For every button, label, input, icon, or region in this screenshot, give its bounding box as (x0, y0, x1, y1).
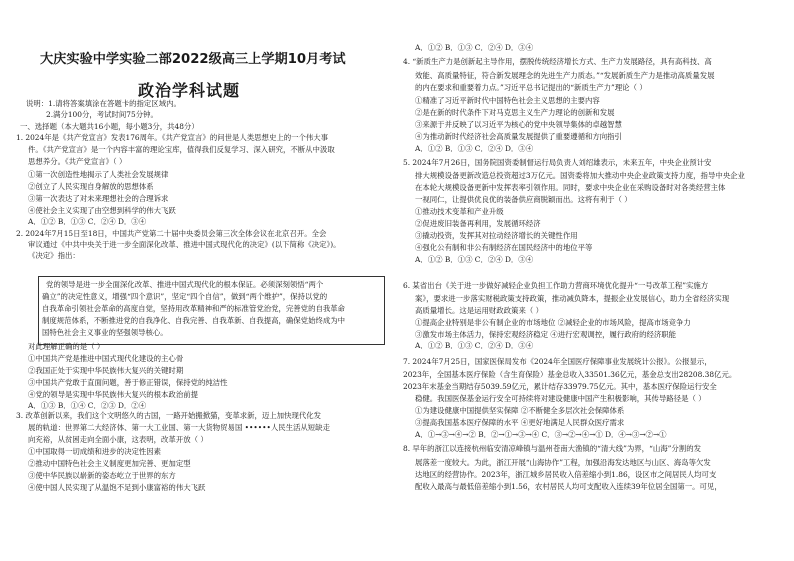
text-line: A．①② B．①③ C．②④ D．③④ (415, 43, 534, 52)
text-line: 稳健。我国医保基金运行安全可持续将对建设健康中国产生积极影响，其传导路径是（ ） (415, 394, 706, 403)
text-line: 6. 某省出台《关于进一步做好减轻企业负担工作助力营商环境优化提升“一号改革工程”实施方 (403, 281, 709, 290)
text-line: 排大规模设备更新改造总投资超过3万亿元。国资委将加大推动中央企业政策支持力度，指导中央企业 (415, 171, 745, 180)
text-line: 党的领导是进一步全面深化改革、推进中国式现代化的根本保证。必须深刻领悟“两个 (46, 280, 324, 289)
text-line: ④使社会主义实现了由空想到科学的伟大飞跃 (28, 206, 176, 215)
section-heading: 一、选择题（本大题共16小题，每小题3分，共48分） (20, 122, 199, 131)
text-line: 配收入最高与最低倍差缩小到1.56，农村居民人均可支配收入连续39年位居全国第一。可见， (415, 482, 722, 491)
text-line: 一视同仁，让提供优良优的装备供应商脱颖而出。这将有利于（ ） (415, 195, 632, 204)
text-line: 《决定》指出： (28, 251, 80, 260)
text-line: ③来源于并反映了以习近平为核心的党中央领导集体的卓越智慧 (415, 120, 622, 129)
note-line: 2.满分100分，考试时间75分钟。 (46, 110, 158, 119)
text-line: ①中国共产党是推进中国式现代化建设的主心骨 (28, 354, 184, 363)
text-line: 2. 2024年7月15日至18日，中国共产党第二十届中央委员会第三次全体会议在北京召开。全会 (16, 229, 327, 238)
text-line: 对此理解正确的是（ ） (28, 342, 105, 351)
text-line: 2023年，全国基本医疗保险（含生育保险）基金总收入33501.36亿元，基金总支出28208.38亿元。 (403, 370, 737, 379)
text-line: ③第一次表达了对未来理想社会的合理诉求 (28, 194, 169, 203)
text-line: ③撬动投资，发挥其对拉动经济增长的关键性作用 (415, 231, 578, 240)
text-line: A．①③ B．①④ C．②③ D．②④ (28, 401, 147, 410)
text-line: ①中国取得一切成绩和进步的决定性因素 (28, 447, 162, 456)
decision-quote-box (38, 276, 385, 345)
text-line: ②我国正处于实现中华民族伟大复兴的关键时期 (28, 366, 184, 375)
text-line: 在本轮大规模设备更新中发挥表率引领作用。同时，要求中央企业在采购设备时对各类经营主体 (415, 183, 726, 192)
text-line: ②推动中国特色社会主义制度更加完善、更加定型 (28, 459, 191, 468)
text-line: 高质量增长。这是运用财政政策来（ ） (415, 306, 543, 315)
text-line: ①为建设健康中国提供坚实保障 ②不断健全多层次社会保障体系 (415, 406, 625, 415)
text-line: A．①→③→④→② B．②→①→③→④ C．③→②→④→① D．④→③→②→① (415, 430, 667, 439)
subject-title: 政治学科试题 (138, 81, 241, 100)
text-line: A．①② B．①③ C．②④ D．③④ (415, 144, 534, 153)
text-line: 确立”的决定性意义，增强“四个意识”，坚定“四个自信”，做到“两个维护”，保持以党的 (42, 292, 328, 301)
text-line: 8. 早年的浙江以连接杭州临安清凉峰镇与温州苍南大渔镇的“清大线”为界，“山海”分割的发 (403, 444, 701, 453)
text-line: 自我革命引领社会革命的高度自觉，坚持用改革精神和严的标准管党治党，完善党的自我革命 (42, 304, 346, 313)
text-line: 达地区的经营协作。2023年，浙江城乡居民收入倍差缩小到1.86，设区市之间居民人均可支 (415, 470, 717, 479)
text-line: ③中国共产党敢于直面问题，善于修正错误，保持党的纯洁性 (28, 378, 228, 387)
text-line: 件。《共产党宣言》是一个内容丰富的理论宝库，值得我们反复学习、深入研究，不断从中汲取 (28, 145, 335, 154)
text-line: ③提高我国基本医疗保障的水平 ④更好地满足人民群众医疗需求 (415, 418, 625, 427)
text-line: ④强化公有制和非公有制经济在国民经济中的地位平等 (415, 243, 593, 252)
text-line: ①第一次创造性地揭示了人类社会发展规律 (28, 170, 169, 179)
text-line: ①精准了习近平新时代中国特色社会主义思想的主要内容 (415, 96, 600, 105)
text-line: ④党的领导是实现中华民族伟大复兴的根本政治前提 (28, 390, 198, 399)
note-line: 说明：1.请将答案填涂在答题卡的指定区域内。 (26, 99, 181, 108)
text-line: A．①② B．①③ C．②④ D．③④ (415, 341, 534, 350)
text-line: ①提高企业特别是非公有制企业的市场地位 ②减轻企业的市场风险，提高市场竞争力 (415, 318, 691, 327)
text-line: 1. 2024年是《共产党宣言》发表176周年。《共产党宣言》的问世是人类思想史上的一个伟大事 (16, 133, 329, 142)
text-line: 展的轨道：世界第二大经济体、第一大工业国、第一大货物贸易国 ••••••人民生活从短缺走 (28, 423, 330, 432)
text-line: A．①② B．①③ C．②④ D．③④ (28, 217, 147, 226)
text-line: ②创立了人民实现自身解放的思想体系 (28, 182, 154, 191)
text-line: 审议通过《中共中央关于进一步全面深化改革、推进中国式现代化的决定》(以下简称《决定》)。 (28, 240, 341, 249)
text-line: 2023年末基金当期结存5039.59亿元，累计结存33979.75亿元。其中，基本医疗保险运行安全 (403, 382, 717, 391)
text-line: 制度规范体系，不断推进党的自我净化、自我完善、自我革新、自我提高，确保党始终成为中 (42, 316, 346, 325)
text-line: ④为推动新时代经济社会高质量发展提供了重要遵循和方向指引 (415, 132, 622, 141)
text-line: 展落差一度较大。为此，浙江开展“山海协作”工程，加强沿海发达地区与山区、海岛等欠发 (415, 458, 711, 467)
text-line: 7. 2024年7月25日，国家医保局发布《2024年全国医疗保障事业发展统计公报》。公报显示， (403, 357, 712, 366)
text-line: 效能、高质量特征，符合新发展理念的先进生产力质态。”“发展新质生产力是推动高质量发展 (415, 71, 715, 80)
text-line: ④使中国人民实现了从温饱不足到小康富裕的伟大飞跃 (28, 483, 206, 492)
text-line: 的内在要求和重要着力点。”习近平总书记提出的“新质生产力”理论（ ） (415, 83, 647, 92)
text-line: ③激发市场主体活力，保持宏观经济稳定 ④进行宏观调控，履行政府的经济职能 (415, 330, 677, 339)
text-line: ②是在新的时代条件下对马克思主义生产力理论的创新和发展 (415, 108, 615, 117)
text-line: 思想养分。《共产党宣言》（ ） (28, 157, 127, 166)
text-line: 5. 2024年7月26日，国务院国资委制督运行局负责人刘绍雄表示，未来五年，中央企业预计安 (403, 158, 712, 167)
text-line: 国特色社会主义事业的坚强领导核心。 (42, 328, 168, 337)
text-line: 3. 改革创新以来，我们这个文明悠久的古国，一路开始搬掀猫，变革求新，迈上加快现代化发 (16, 411, 322, 420)
text-line: ①推动技术变革和产业升级 (415, 207, 504, 216)
text-line: A．①② B．①③ C．②④ D．③④ (415, 255, 534, 264)
text-line: 案》，要求进一步落实财税政策支持政策，推动减负降本，提振企业发展信心，助力全省经济实现 (415, 294, 730, 303)
text-line: ③使中华民族以崭新的姿态屹立于世界的东方 (28, 471, 176, 480)
exam-title: 大庆实验中学实验二部2022级高三上学期10月考试 (40, 52, 346, 67)
text-line: 向充裕，从贫困走向全面小康，这表明，改革开放（ ） (28, 435, 208, 444)
text-line: ②促进废旧装备再利用，发展循环经济 (415, 219, 541, 228)
text-line: 4. “新质生产力是创新起主导作用，摆脱传统经济增长方式、生产力发展路径，具有高科技、高 (403, 57, 712, 66)
